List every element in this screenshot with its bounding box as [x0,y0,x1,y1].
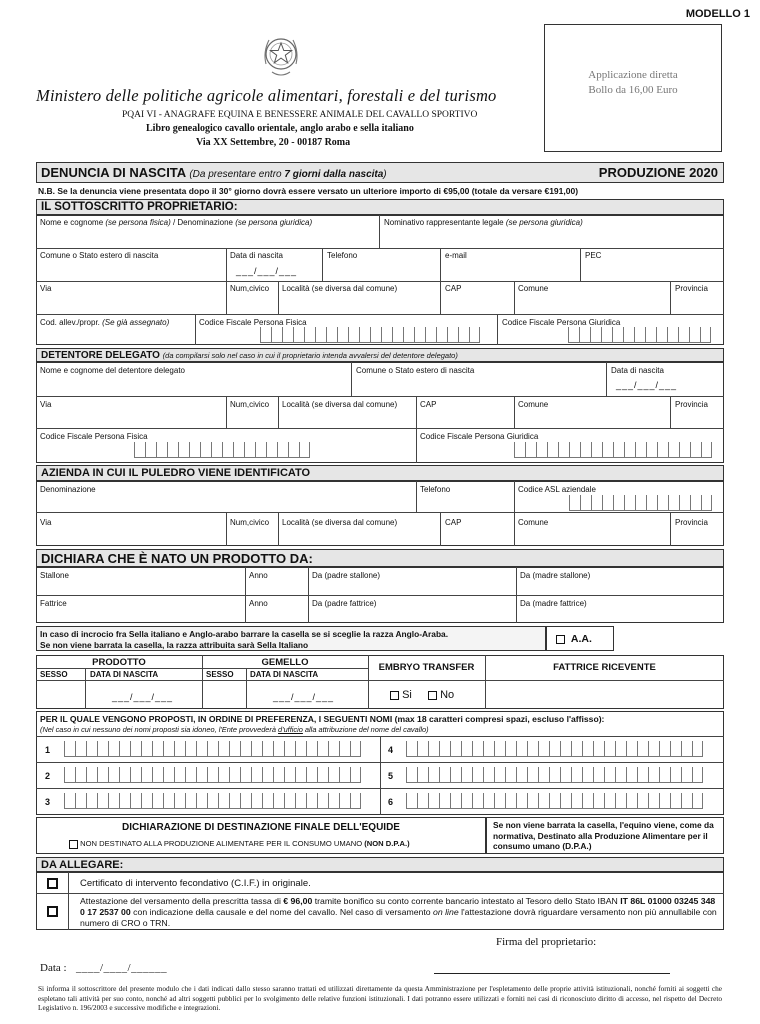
owner-cf-person-label: Codice Fiscale Persona Fisica [199,318,307,327]
farm-street-label: Via [40,518,52,527]
farm-asl-label: Codice ASL aziendale [518,485,596,494]
delegate-birthdate-label: Data di nascita [611,366,664,375]
owner-locality-label: Località (se diversa dal comune) [282,284,398,293]
destination-box [36,817,486,854]
farm-locality-label: Località (se diversa dal comune) [282,518,398,527]
delegate-number-label: Num,civico [230,400,270,409]
twin-birthdate-field[interactable]: ___/___/___ [273,692,335,702]
anglo-arab-checkbox[interactable] [556,635,565,644]
non-dpa-option[interactable]: NON DESTINATO ALLA PRODUZIONE ALIMENTARE PER IL CONSUMO UMANO (NON D.P.A.) [69,839,410,849]
names-note: (Nel caso in cui nessuno dei nomi proposti sia idoneo, l'Ente provvederà d'ufficio alla attribuzione del nome del cavallo) [40,725,429,734]
owner-province-label: Provincia [675,284,708,293]
names-heading: PER IL QUALE VENGONO PROPOSTI, IN ORDINE DI PREFERENZA, I SEGUENTI NOMI (max 18 caratteri compresi spazi, escluso l'affisso): [40,714,605,724]
farm-province-label: Provincia [675,518,708,527]
mare-year-label: Anno [249,599,268,608]
stamp-line-2: Bollo da 16,00 Euro [588,84,678,96]
mare-dam-label: Da (madre fattrice) [520,599,587,608]
owner-birthdate-label: Data di nascita [230,251,283,260]
legal-rep-label: Nominativo rappresentante legale (se persona giuridica) [384,218,583,227]
embryo-no-option[interactable]: No [428,689,454,701]
model-label: MODELLO 1 [685,8,750,20]
breeder-code-label: Cod. allev./propr. (Se già assegnato) [40,318,170,327]
non-dpa-checkbox[interactable] [69,840,78,849]
delegate-birthplace-label: Comune o Stato estero di nascita [356,366,475,375]
cif-label: Certificato di intervento fecondativo (C.I.F.) in originale. [80,878,311,889]
name-6-cells[interactable] [406,793,703,809]
delegate-cf-company-label: Codice Fiscale Persona Giuridica [420,432,539,441]
name-5-cells[interactable] [406,767,703,783]
name-row-number: 2 [45,771,51,781]
farm-number-label: Num,civico [230,518,270,527]
owner-comune-label: Comune [518,284,549,293]
embryo-yes-checkbox[interactable] [390,691,399,700]
name-row-number: 5 [388,771,394,781]
embryo-transfer-header: EMBRYO TRANSFER [378,662,475,673]
payment-receipt-label: Attestazione del versamento della prescritta tassa di € 96,00 tramite bonifico su conto corrente bancario intestato al Tesoro dello Stato IBAN IT 86L 01000 03245 348 0 17 2537 00 con indicazione della causale e del nome del cavallo. Nel caso di versamento on line l'attestazione dovrà riguardare versamento non più annullabile con numero di CRO o TRN. [80,896,717,928]
embryo-yes-option[interactable]: Si [390,689,412,701]
delegate-cf-person-cells[interactable] [134,442,310,458]
name-row-number: 3 [45,797,51,807]
name-4-cells[interactable] [406,741,703,757]
farm-section [36,481,724,546]
owner-cf-person-cells[interactable] [260,327,480,343]
product-birthdate-field[interactable]: ___/___/___ [112,692,174,702]
delegate-comune-label: Comune [518,400,549,409]
late-fee-note: N.B. Se la denuncia viene presentata dopo il 30° giorno dovrà essere versato un ulteriore importo di €95,00 (totale da versare €191,00) [38,186,579,196]
owner-phone-label: Telefono [327,251,358,260]
embryo-no-checkbox[interactable] [428,691,437,700]
name-1-cells[interactable] [64,741,361,757]
cross-breed-note-2: Se non viene barrata la casella, la razza attribuita sarà Sella Italiano [40,640,309,650]
ministry-name: Ministero delle politiche agricole alimentari, forestali e del turismo [36,86,497,105]
delegate-birthdate-field[interactable]: ___/___/___ [616,380,678,390]
delegate-cf-person-label: Codice Fiscale Persona Fisica [40,432,148,441]
delegate-locality-label: Località (se diversa dal comune) [282,400,398,409]
destination-note-box [486,817,724,854]
owner-cap-label: CAP [445,284,462,293]
cif-checkbox[interactable] [47,878,58,889]
emblem-icon [258,30,304,82]
farm-name-label: Denominazione [40,485,96,494]
recipient-mare-header: FATTRICE RICEVENTE [553,662,656,673]
production-year: PRODUZIONE 2020 [598,165,718,180]
anglo-arab-label: A.A. [570,633,592,645]
signature-line[interactable] [434,973,670,974]
title-bar: DENUNCIA DI NASCITA (Da presentare entro 7 giorni dalla nascita) PRODUZIONE 2020 [36,162,724,183]
attachments-heading: DA ALLEGARE: [36,857,724,872]
destination-heading: DICHIARAZIONE DI DESTINAZIONE FINALE DELL'EQUIDE [122,822,400,833]
owner-street-label: Via [40,284,52,293]
owner-heading: IL SOTTOSCRITTO PROPRIETARIO: [36,199,724,215]
product-sex-header: SESSO [40,670,68,679]
delegate-cf-company-cells[interactable] [514,442,712,458]
owner-birthdate-field[interactable]: ___/___/___ [236,266,298,276]
farm-comune-label: Comune [518,518,549,527]
name-3-cells[interactable] [64,793,361,809]
name-row-number: 4 [388,745,394,755]
stallion-dam-label: Da (madre stallone) [520,571,591,580]
cross-breed-note-1: In caso di incrocio fra Sella italiano e Anglo-arabo barrare la casella se si sceglie la razza Anglo-Araba. [40,629,449,639]
office-name: PQAI VI - ANAGRAFE EQUINA E BENESSERE ANIMALE DEL CAVALLO SPORTIVO [122,110,478,120]
owner-cf-company-cells[interactable] [568,327,711,343]
owner-email-label: e-mail [445,251,467,260]
page-title: DENUNCIA DI NASCITA [41,165,186,180]
twin-col-header: GEMELLO [261,657,309,668]
anglo-arab-option[interactable] [546,626,614,651]
delegate-province-label: Provincia [675,400,708,409]
product-col-header: PRODOTTO [92,657,146,668]
ministry-address: Via XX Settembre, 20 - 00187 Roma [196,137,351,148]
twin-date-header: DATA DI NASCITA [250,670,319,679]
farm-phone-label: Telefono [420,485,451,494]
name-row-number: 6 [388,797,394,807]
revenue-stamp-box [544,24,722,152]
stamp-line-1: Applicazione diretta [588,69,678,81]
delegate-name-label: Nome e cognome del detentore delegato [40,366,185,375]
farm-cap-label: CAP [445,518,462,527]
cross-breed-note-box [36,626,546,651]
name-2-cells[interactable] [64,767,361,783]
name-row-number: 1 [45,745,51,755]
twin-sex-header: SESSO [206,670,234,679]
product-date-header: DATA DI NASCITA [90,670,159,679]
privacy-notice: Si informa il sottoscrittore del presente modulo che i dati indicati dallo stesso saranno trattati ed utilizzati direttamente da questa Amministrazione per l'espletamento delle proprie attività istituzionali, nonché forniti ai soggetti che espletano tali attività per suo conto, nonché ad altri soggetti pubblici per lo svolgimento delle relative funzioni istituzionali. I dati potranno essere utilizzati e forniti nei casi di riconosciuto diritto di accesso, nel rispetto del Decreto Legislativo n. 196/2003 e successive modifiche e integrazioni. [38,984,722,1013]
farm-heading: AZIENDA IN CUI IL PULEDRO VIENE IDENTIFICATO [36,465,724,481]
owner-name-label: Nome e cognome (se persona fisica) / Denominazione (se persona giuridica) [40,218,313,227]
date-label: Data : [40,962,67,974]
mare-sire-label: Da (padre fattrice) [312,599,377,608]
owner-birthplace-label: Comune o Stato estero di nascita [40,251,159,260]
non-dpa-label: NON DESTINATO ALLA PRODUZIONE ALIMENTARE PER IL CONSUMO UMANO [80,839,365,848]
delegate-street-label: Via [40,400,52,409]
owner-pec-label: PEC [585,251,602,260]
product-heading: DICHIARA CHE È NATO UN PRODOTTO DA: [36,549,724,567]
destination-note: Se non viene barrata la casella, l'equino viene, come da normativa, Destinato alla Produzione Alimentare per il consumo umano (D.P.A.) [493,820,714,851]
owner-cf-company-label: Codice Fiscale Persona Giuridica [502,318,621,327]
delegate-cap-label: CAP [420,400,437,409]
farm-asl-cells[interactable] [569,495,712,511]
payment-receipt-checkbox[interactable] [47,906,58,917]
delegate-heading: DETENTORE DELEGATO (da compilarsi solo nel caso in cui il proprietario intenda avvalersi del detentore delegato) [36,348,724,362]
mare-label: Fattrice [40,599,67,608]
signature-label: Firma del proprietario: [496,936,597,948]
date-field[interactable]: ____/____/______ [76,962,168,974]
studbook-name: Libro genealogico cavallo orientale, anglo arabo e sella italiano [146,123,414,134]
stallion-sire-label: Da (padre stallone) [312,571,381,580]
owner-number-label: Num,civico [230,284,270,293]
stallion-year-label: Anno [249,571,268,580]
stallion-label: Stallone [40,571,69,580]
